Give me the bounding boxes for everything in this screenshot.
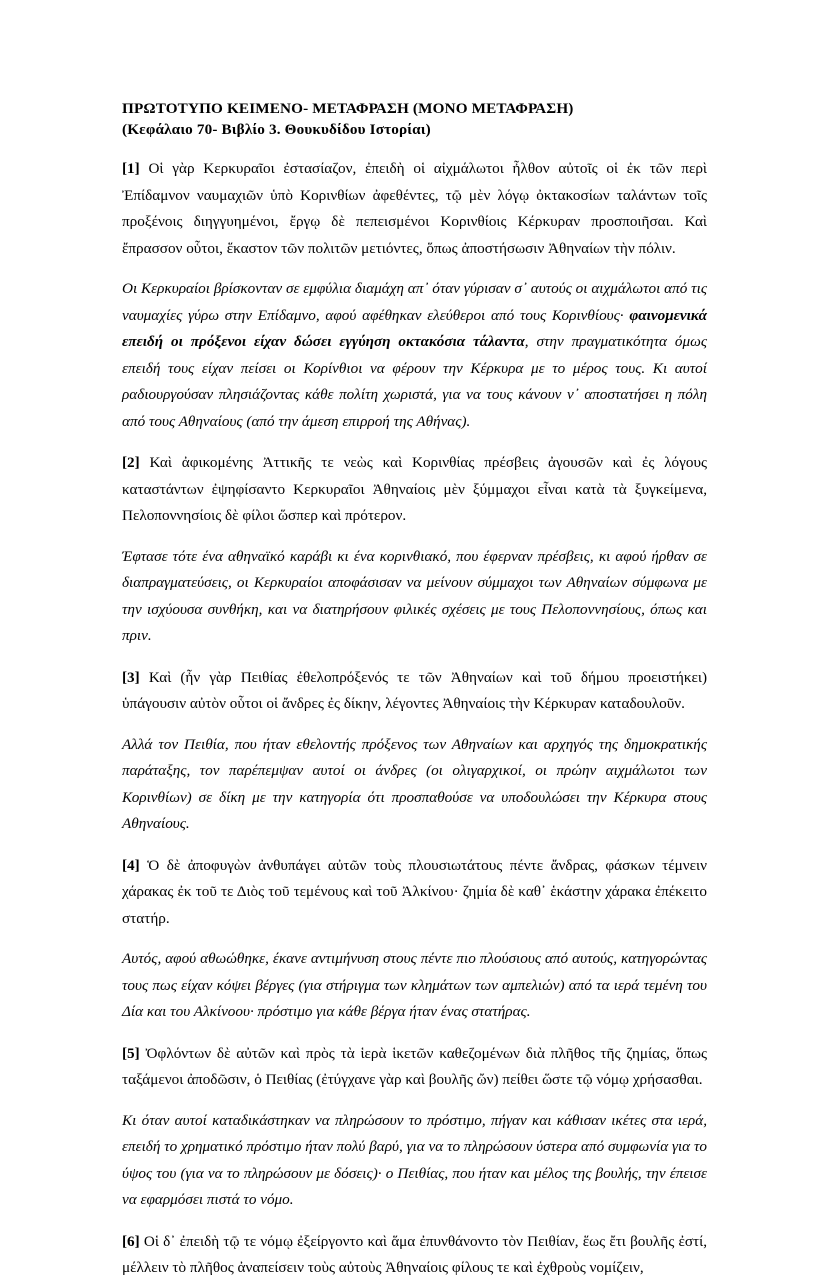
paragraph-source-5 [122, 1041, 707, 1094]
paragraph-translation-2 [122, 544, 707, 650]
paragraph-source-2 [122, 450, 707, 530]
paragraph-marker: [4] [122, 856, 140, 874]
paragraph-text: Ὀφλόντων δὲ αὐτῶν καὶ πρὸς τὰ ἱερὰ ἱκετῶν καθεζομένων διὰ πλῆθος τῆς ζημίας, ὅπως ταξάμενοι ἀποδῶσιν, ὁ Πειθίας (ἐτύγχανε γὰρ καὶ βουλῆς ὤν) πείθει ὥστε τῷ νόμῳ χρήσασθαι. [122, 1044, 707, 1088]
page-title [122, 99, 707, 140]
paragraph-text: Καὶ ἀφικομένης Ἀττικῆς τε νεὼς καὶ Κορινθίας πρέσβεις ἀγουσῶν καὶ ἐς λόγους καταστάντων ἐψηφίσαντο Κερκυραῖοι Ἀθηναίοις μὲν ξύμμαχοι εἶναι κατὰ τὰ ξυγκείμενα, Πελοποννησίοις δὲ φίλοι ὥσπερ καὶ πρότερον. [122, 454, 707, 524]
paragraph-marker: [5] [122, 1044, 140, 1062]
paragraph-marker: [1] [122, 160, 140, 177]
paragraph-marker: [2] [122, 454, 140, 471]
paragraph-text: Ὁ δὲ ἀποφυγὼν ἀνθυπάγει αὐτῶν τοὺς πλουσιωτάτους πέντε ἄνδρας, φάσκων τέμνειν χάρακας ἐκ τοῦ τε Διὸς τοῦ τεμένους καὶ τοῦ Ἀλκίνου· ζημία δὲ καθ᾽ ἑκάστην χάρακα ἐπέκειτο στατήρ. [122, 856, 708, 927]
translation-text-before: Οι Κερκυραίοι βρίσκονταν σε εμφύλια διαμάχη απ᾽ όταν γύρισαν σ᾽ αυτούς οι αιχμάλωτοι από τις ναυμαχίες γύρω στην Επίδαμνο, αφού αφέθηκαν ελεύθεροι από τους Κορινθίους· [122, 280, 707, 324]
paragraph-source-3 [122, 665, 707, 718]
paragraph-text: Οἱ γὰρ Κερκυραῖοι ἐστασίαζον, ἐπειδὴ οἱ αἰχμάλωτοι ἦλθον αὐτοῖς οἱ ἐκ τῶν περὶ Ἐπίδαμνον ναυμαχιῶν ὑπὸ Κορινθίων ἀφεθέντες, τῷ μὲν λόγῳ ὀκτακοσίων ταλάντων τοῖς προξένοις διηγγυημένοι, ἔργῳ δὲ πεπεισμένοι Κορινθίοις Κέρκυραν προσποιῆσαι. Καὶ ἔπρασσον οὗτοι, ἕκαστον τῶν πολιτῶν μετιόντες, ὅπως ἀποστήσωσιν Ἀθηναίων τὴν πόλιν. [122, 160, 707, 257]
paragraph-source-4 [122, 853, 707, 933]
translation-text: Έφτασε τότε ένα αθηναϊκό καράβι κι ένα κορινθιακό, που έφερναν πρέσβεις, κι αφού ήρθαν σε διαπραγματεύσεις, οι Κερκυραίοι αποφάσισαν να μείνουν σύμμαχοι των Αθηναίων σύμφωνα με την ισχύουσα συνθήκη, και να διατηρήσουν φιλικές σχέσεις με τους Πελοποννησίους, όπως και πριν. [122, 547, 707, 644]
translation-text: Αυτός, αφού αθωώθηκε, έκανε αντιμήνυση στους πέντε πιο πλούσιους από αυτούς, κατηγορώντας τους πως είχαν κόψει βέργες (για στήριγμα των κλημάτων των αμπελιών) από τα ιερά τεμένη του Δία και του Αλκίνοου· πρόστιμο για κάθε βέργα ήταν ένας στατήρας. [122, 950, 707, 1020]
paragraph-translation-5 [122, 1108, 707, 1214]
paragraph-text: Καὶ (ἦν γὰρ Πειθίας ἐθελοπρόξενός τε τῶν Ἀθηναίων καὶ τοῦ δήμου προειστήκει) ὑπάγουσιν αὐτὸν οὗτοι οἱ ἄνδρες ἐς δίκην, λέγοντες Ἀθηναίοις τὴν Κέρκυραν καταδουλοῦν. [122, 668, 708, 712]
page-title-line-1: ΠΡΩΤΟΤΥΠΟ ΚΕΙΜΕΝΟ- ΜΕΤΑΦΡΑΣΗ (ΜΟΝΟ ΜΕΤΑΦΡΑΣΗ) [122, 100, 574, 117]
paragraph-translation-4 [122, 946, 707, 1026]
translation-text: Αλλά τον Πειθία, που ήταν εθελοντής πρόξενος των Αθηναίων και αρχηγός της δημοκρατικής παράταξης, τον παρέπεμψαν αυτοί οι άνδρες (οι ολιγαρχικοί, οι πρώην αιχμάλωτοι των Κορινθίων) σε δίκη με την κατηγορία ότι προσπαθούσε να υποδουλώσει την Κέρκυρα στους Αθηναίους. [122, 735, 707, 832]
paragraph-source-1 [122, 156, 707, 262]
paragraph-marker: [3] [122, 668, 140, 686]
paragraph-translation-1 [122, 276, 707, 435]
paragraph-translation-3 [122, 732, 707, 838]
translation-emphasis: φαινομενικά επειδή οι πρόξενοι είχαν δώσει εγγύηση οκτακόσια τάλαντα [122, 306, 707, 350]
translation-text: Κι όταν αυτοί καταδικάστηκαν να πληρώσουν το πρόστιμο, πήγαν και κάθισαν ικέτες στα ιερά, επειδή το χρηματικό πρόστιμο ήταν πολύ βαρύ, για να το πληρώσουν ύστερα από συμφωνία για το ύψος του (για να το πληρώσουν με δόσεις)· ο Πειθίας, που ήταν και μέλος της βουλής, την έπεισε να εφαρμόσει πιστά το νόμο. [122, 1111, 707, 1208]
translation-text-after: , στην πραγματικότητα όμως επειδή τους είχαν πείσει οι Κορίνθιοι να φέρουν την Κέρκυρα με το μέρος τους. Κι αυτοί ραδιουργούσαν πλησιάζοντας κάθε πολίτη χωριστά, για να τους κάνουν ν᾽ αποστατήσει η πόλη από τους Αθηναίους (από την άμεση επιρροή της Αθήνας). [122, 333, 707, 430]
paragraph-text: Οἱ δ᾽ ἐπειδὴ τῷ τε νόμῳ ἐξείργοντο καὶ ἅμα ἐπυνθάνοντο τὸν Πειθίαν, ἕως ἔτι βουλῆς ἐστί, μέλλειν τὸ πλῆθος ἀναπείσειν τοὺς αὐτοὺς Ἀθηναίοις φίλους τε καὶ ἐχθροὺς νομίζειν, [122, 1232, 707, 1276]
paragraph-source-6 [122, 1229, 707, 1282]
page-title-line-2: (Κεφάλαιο 70- Βιβλίο 3. Θουκυδίδου Ιστορίαι) [122, 120, 431, 138]
paragraph-marker: [6] [122, 1232, 140, 1250]
